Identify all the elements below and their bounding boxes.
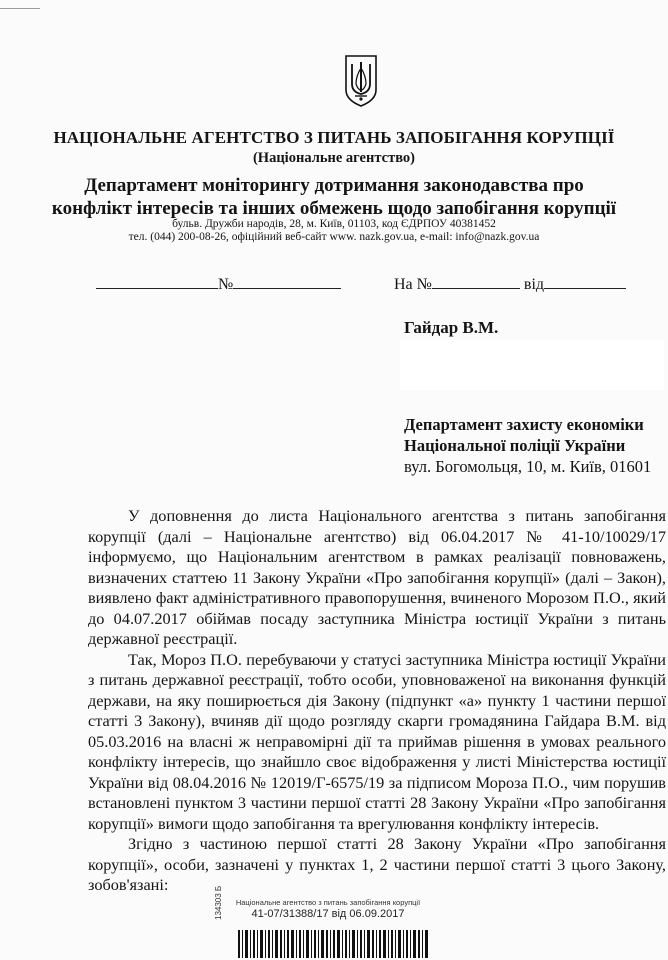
recipient-dept-line-2: Національної поліції України <box>404 436 626 455</box>
outgoing-number-blank <box>233 274 341 289</box>
agency-name: НАЦІОНАЛЬНЕ АГЕНТСТВО З ПИТАНЬ ЗАПОБІГАННЯ КОРУПЦІЇ <box>53 128 615 147</box>
recipient-dept-line-1: Департамент захисту економіки <box>404 415 644 434</box>
incoming-date-blank <box>544 274 626 289</box>
body-paragraph-3: Згідно з частиною першої статті 28 Закону України «Про запобігання корупції», особи, зазначені у пунктах 1, 2 частини першої статті 3 цього Закону, зобов'язані: <box>88 834 666 894</box>
outgoing-date-blank <box>96 274 218 289</box>
department-line-2: конфлікт інтересів та інших обмежень щодо запобігання корупції <box>51 198 617 219</box>
outgoing-reg-line <box>96 274 341 294</box>
sender-address: бульв. Дружби народів, 28, м. Київ, 01103, код ЄДРПОУ 40381452 <box>172 218 496 230</box>
incoming-number-blank <box>432 274 520 289</box>
incoming-vid-label: від <box>523 276 545 293</box>
recipient-address: вул. Богомольця, 10, м. Київ, 01601 <box>404 457 652 476</box>
outgoing-no-sign: № <box>218 276 234 293</box>
letter-body <box>88 506 666 896</box>
incoming-ref-line <box>394 274 626 294</box>
recipient-department-block <box>404 414 651 477</box>
department-line-1: Департамент моніторингу дотримання законодавства про <box>84 175 584 196</box>
barcode-icon <box>238 930 428 958</box>
body-paragraph-1: У доповнення до листа Національного агентства з питань запобігання корупції (далі – Національне агентство) від 06.04.2017 № 41-10/10029/17 інформуємо, що Національним агентством в рамках реалізації повноважень, визначених статтею 11 Закону України «Про запобігання корупції» (далі – Закон), виявлено факт адміністративного правопорушення, вчиненого Морозом П.О., який до 04.07.2017 обіймав посаду заступника Міністра юстиції України з питань державної реєстрації. <box>88 506 666 648</box>
scan-edge-mark <box>0 8 40 9</box>
stamp-side-number: 134303 Б <box>214 885 223 920</box>
trident-emblem-icon <box>344 54 378 108</box>
stamp-reg-number: 41-07/31388/17 від 06.09.2017 <box>251 908 405 920</box>
recipient-name: Гайдар В.М. <box>404 318 499 337</box>
redacted-block <box>400 340 664 390</box>
sender-address-block <box>0 218 668 244</box>
department-name <box>0 174 668 220</box>
incoming-no-sign: № <box>416 276 432 293</box>
registration-stamp <box>228 898 428 920</box>
incoming-na-label: На <box>394 276 413 293</box>
body-paragraph-2: Так, Мороз П.О. перебуваючи у статусі заступника Міністра юстиції України з питань державної реєстрації, тобто особи, уповноваженої на виконання функцій держави, на яку поширюється дія Закону (підпункт «а» пункту 1 частини першої статті 3 Закону), вчиняв дії щодо розгляду скарги громадянина Гайдара В.М. від 05.03.2016 на власні ж неправомірні дії та приймав рішення в умовах реального конфлікту інтересів, що знайшло своє відображення у листі Міністерства юстиції України від 08.04.2016 № 12019/Г-6575/19 за підписом Мороза П.О., чим порушив встановлені пунктом 3 частини першої статті 28 Закону України «Про запобігання корупції» вимоги щодо запобігання та врегулювання конфлікту інтересів. <box>88 649 666 833</box>
sender-contacts: тел. (044) 200-08-26, офіційний веб-сайт www. nazk.gov.ua, e-mail: info@nazk.gov.ua <box>128 231 540 243</box>
stamp-agency-line: Національне агентство з питань запобігання корупції <box>235 898 421 907</box>
agency-short-name: (Національне агентство) <box>252 150 416 166</box>
